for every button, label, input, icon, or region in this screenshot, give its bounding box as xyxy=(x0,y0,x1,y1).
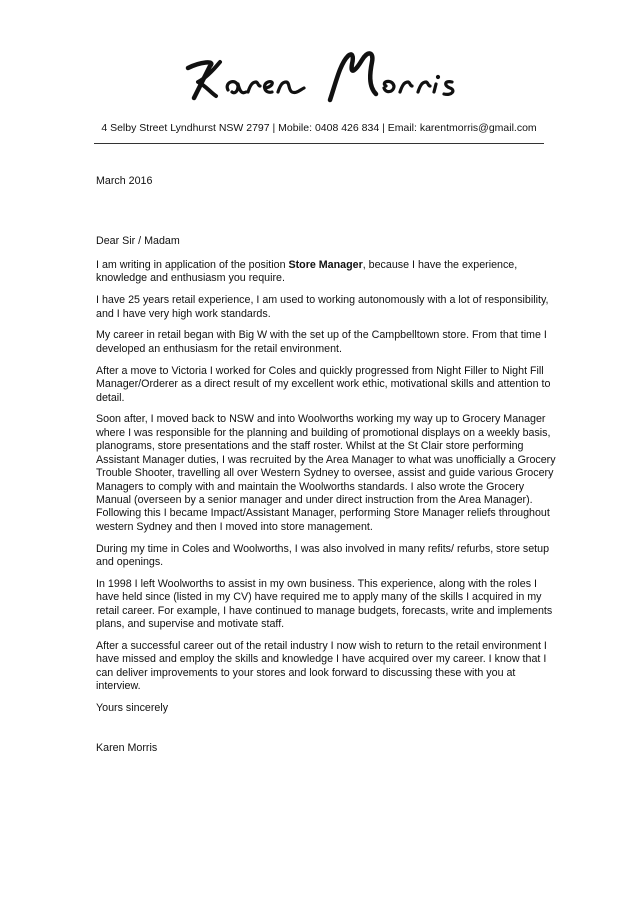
signature-name: Karen Morris xyxy=(96,741,158,754)
header-divider xyxy=(94,143,544,144)
closing: Yours sincerely xyxy=(96,702,169,715)
letter-body xyxy=(96,175,556,764)
intro-text-start: I am writing in application of the position xyxy=(96,258,289,271)
paragraph-intro xyxy=(96,259,556,286)
name-logo-script xyxy=(180,42,470,104)
paragraph-woolworths: Soon after, I moved back to NSW and into Woolworths working my way up to Grocery Manager where I was responsible for the planning and building of promotional displays on a weekly basis, planograms, store presentations and the staff roster. Whilst at the St Clair store performing Assistant Manager duties, I was recruited by the Area Manager to what was unofficially a Grocery Trouble Shooter, travelling all over Western Sydney to oversee, assist and guide various Grocery Managers to comply with and maintain the Woolworths standards. I also wrote the Grocery Manual (overseen by a senior manager and under direct instruction from the Area Manager). Following this I became Impact/Assistant Manager, performing Store Manager reliefs throughout western Sydney and then I moved into store management. xyxy=(96,413,556,533)
paragraph-coles: After a move to Victoria I worked for Coles and quickly progressed from Night Filler to Night Fill Manager/Orderer as a direct result of my excellent work ethic, motivational skills and attention to detail. xyxy=(96,364,551,404)
letter-date: March 2016 xyxy=(96,175,153,187)
name-logo xyxy=(180,42,470,104)
paragraph-own-business: In 1998 I left Woolworths to assist in my own business. This experience, along with the roles I have held since (listed in my CV) have required me to apply many of the skills I acquired in my retail career. For example, I have continued to manage budgets, forecasts, write and implements plans, and supervise and motivate staff. xyxy=(96,577,553,631)
paragraph-refits: During my time in Coles and Woolworths, I was also involved in many refits/ refurbs, store setup and openings. xyxy=(96,542,550,569)
contact-line: 4 Selby Street Lyndhurst NSW 2797 | Mobile: 0408 426 834 | Email: karentmorris@gmail.com xyxy=(101,122,537,134)
paragraph-return: After a successful career out of the retail industry I now wish to return to the retail environment I have missed and employ the skills and knowledge I have acquired over my career. I know that I can deliver improvements to your stores and look forward to discussing these with you at interview. xyxy=(96,640,547,693)
paragraph-career-start: My career in retail began with Big W with the set up of the Campbelltown store. From that time I developed an enthusiasm for the retail environment. xyxy=(96,329,547,355)
intro-text-end: , because I have the experience, knowledge and enthusiasm you require. xyxy=(96,258,518,285)
paragraph-experience: I have 25 years retail experience, I am used to working autonomously with a lot of responsibility, and I have very high work standards. xyxy=(96,294,549,320)
position-title: Store Manager xyxy=(288,258,363,271)
salutation: Dear Sir / Madam xyxy=(96,235,180,248)
